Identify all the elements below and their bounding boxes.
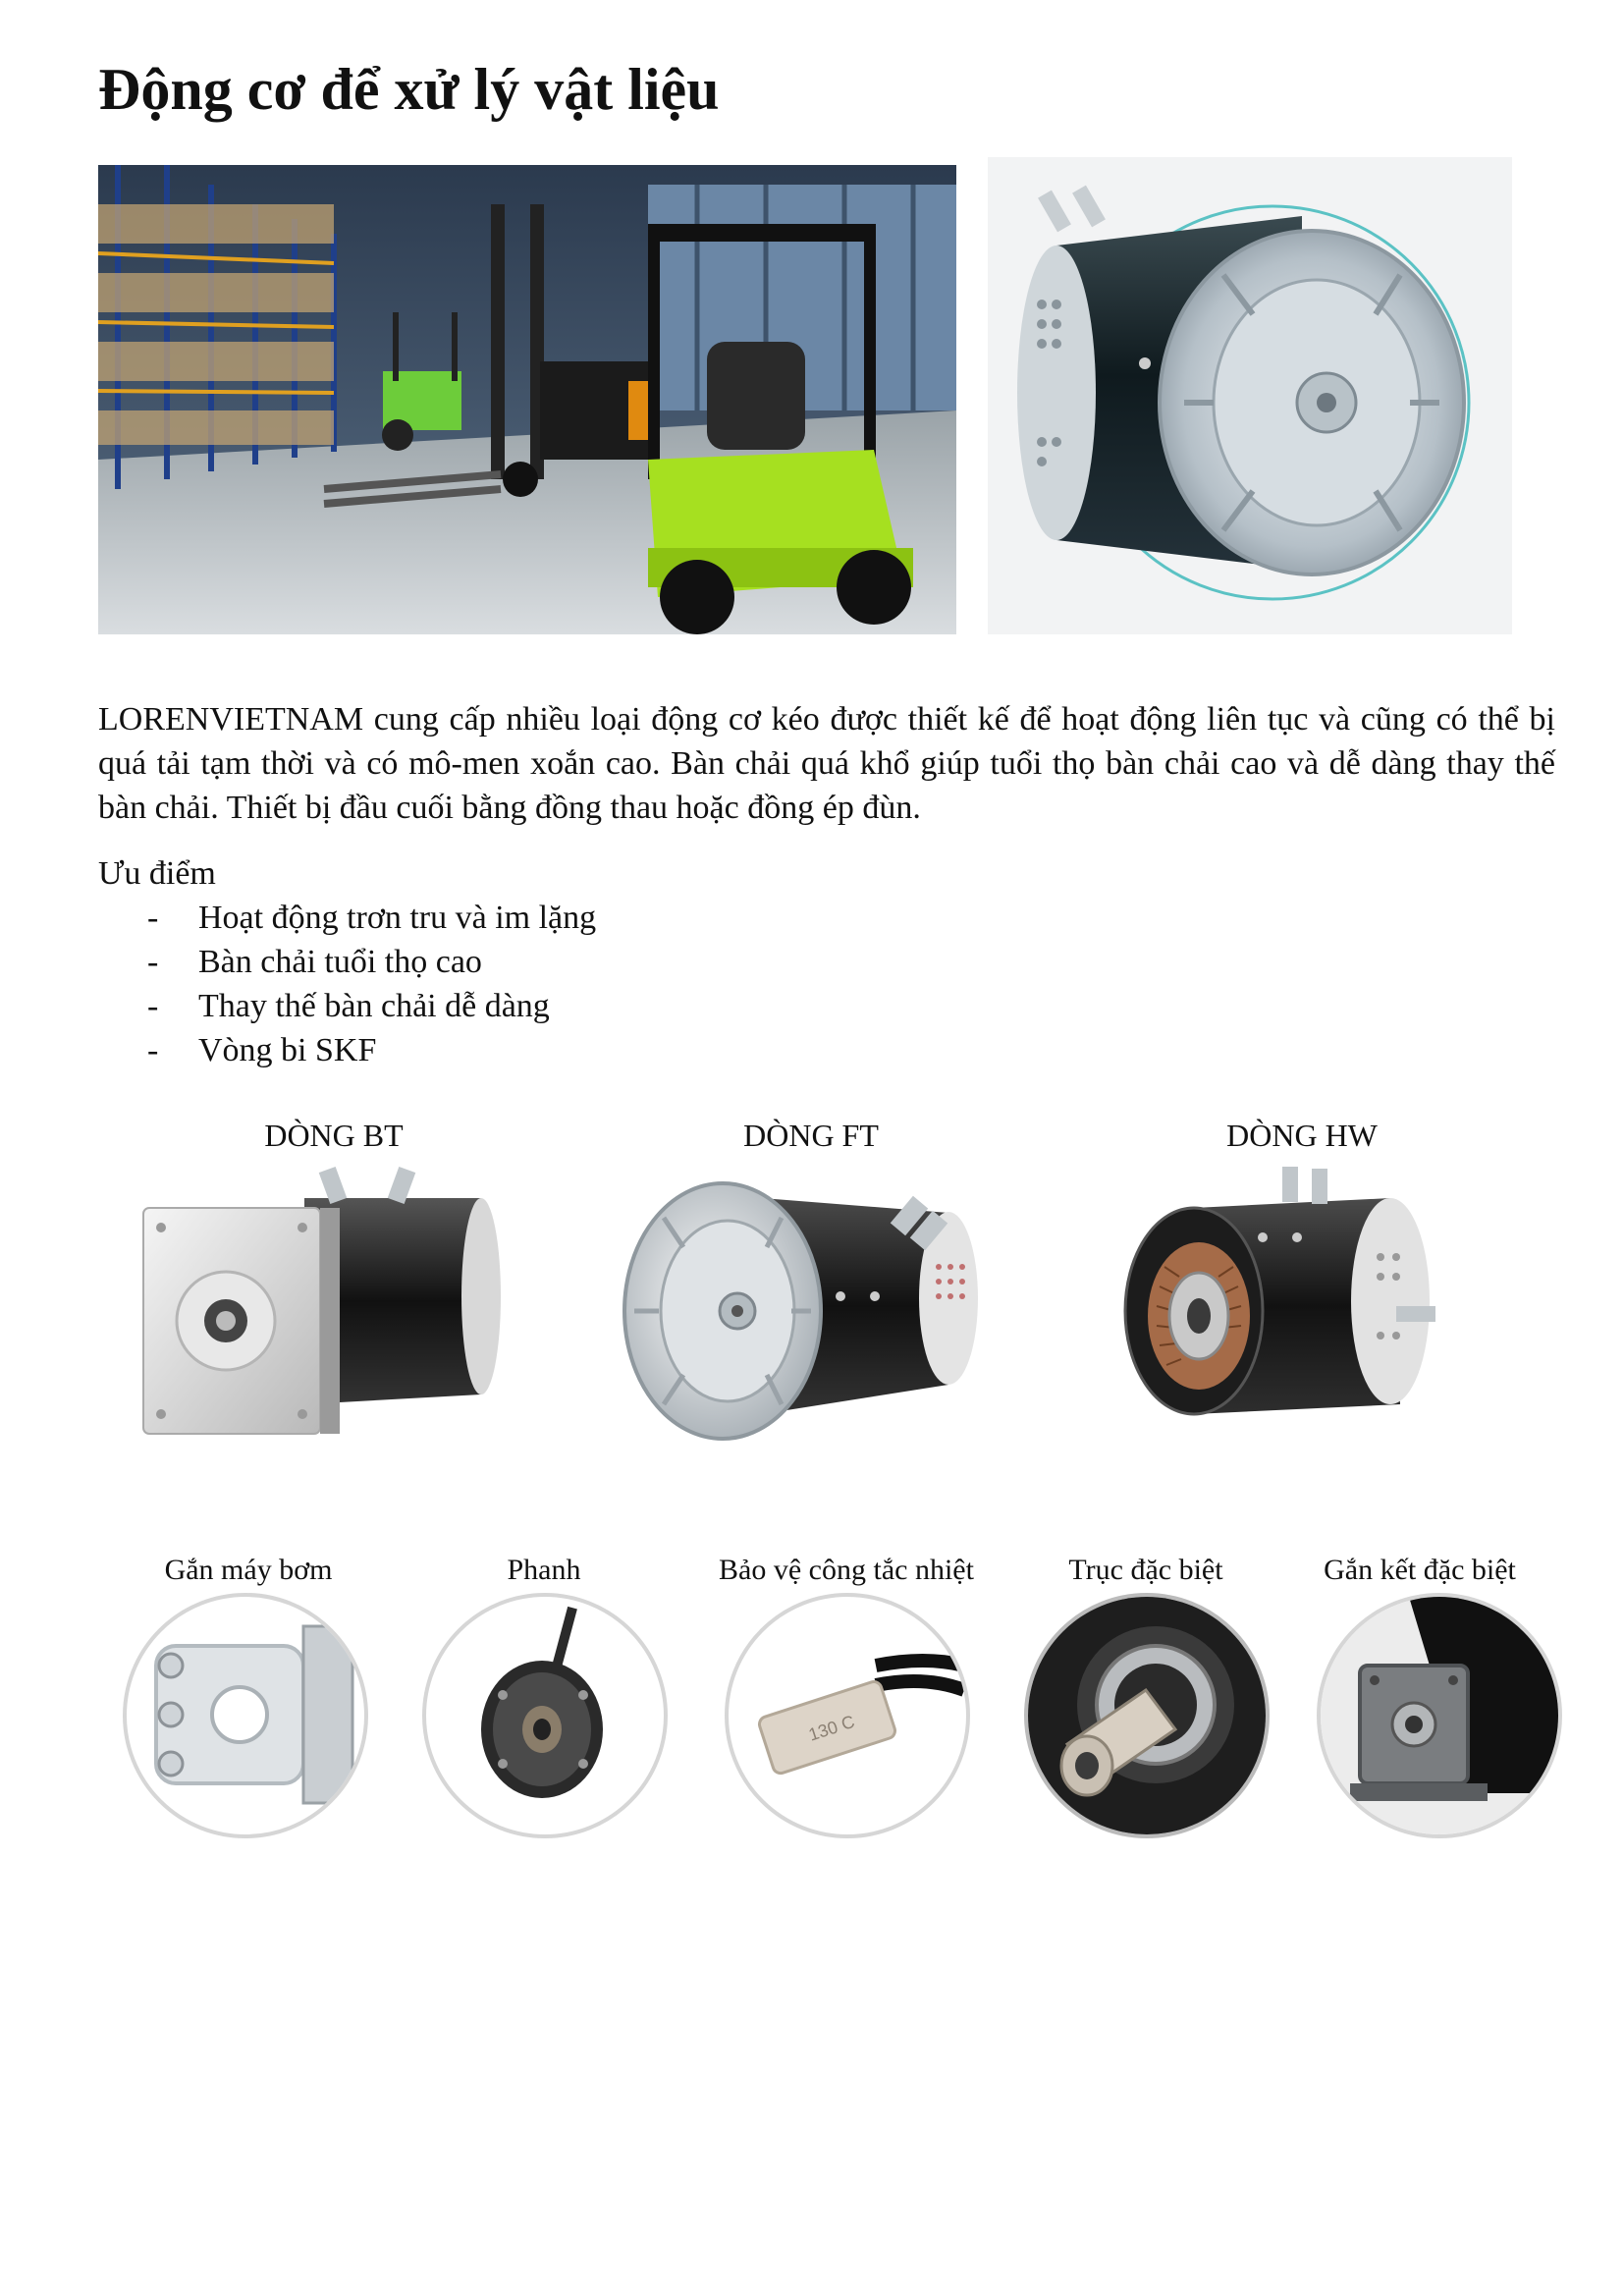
- series-bt-motor-image: [137, 1159, 530, 1473]
- option-special-mount-label: Gắn kết đặc biệt: [1324, 1554, 1516, 1586]
- series-ft-label: DÒNG FT: [743, 1118, 879, 1153]
- option-special-shaft-label: Trục đặc biệt: [1068, 1554, 1223, 1586]
- list-item: - Bàn chải tuổi thọ cao: [98, 940, 596, 984]
- bullet-dash: -: [147, 900, 159, 936]
- list-item: - Thay thế bàn chải dễ dàng: [98, 984, 596, 1028]
- series-hw-motor-image: [1106, 1159, 1498, 1473]
- thermal-switch-rating: 130 C: [805, 1711, 857, 1745]
- thermal-switch-image: [725, 1593, 970, 1838]
- special-shaft-image: [1024, 1593, 1270, 1838]
- list-item: - Hoạt động trơn tru và im lặng: [98, 896, 596, 940]
- intro-paragraph: LORENVIETNAM cung cấp nhiều loại động cơ kéo được thiết kế để hoạt động liên tục và cũng có thể bị quá tải tạm thời và có mô-men xoắn cao. Bàn chải quá khổ giúp tuổi thọ bàn chải cao và dễ dàng thay thế bàn chải. Thiết bị đầu cuối bằng đồng thau hoặc đồng ép đùn.: [98, 701, 1555, 826]
- option-thermal-switch-label: Bảo vệ công tắc nhiệt: [719, 1554, 974, 1586]
- advantages-list: [98, 896, 596, 1072]
- bullet-dash: -: [147, 988, 159, 1024]
- traction-motor-image: [988, 157, 1512, 634]
- pump-mount-image: [123, 1593, 368, 1838]
- series-hw-label: DÒNG HW: [1226, 1118, 1378, 1153]
- advantages-title: Ưu điểm: [98, 855, 216, 892]
- list-item: - Vòng bi SKF: [98, 1028, 596, 1072]
- bullet-dash: -: [147, 1032, 159, 1068]
- series-bt-label: DÒNG BT: [264, 1118, 404, 1153]
- page-title: Động cơ để xử lý vật liệu: [98, 57, 720, 122]
- series-ft-motor-image: [615, 1159, 1007, 1473]
- special-mount-image: [1317, 1593, 1562, 1838]
- option-pump-mount-label: Gắn máy bơm: [164, 1554, 333, 1586]
- warehouse-forklift-photo: [98, 165, 956, 634]
- bullet-dash: -: [147, 944, 159, 980]
- option-brake-label: Phanh: [507, 1554, 581, 1586]
- brake-image: [422, 1593, 668, 1838]
